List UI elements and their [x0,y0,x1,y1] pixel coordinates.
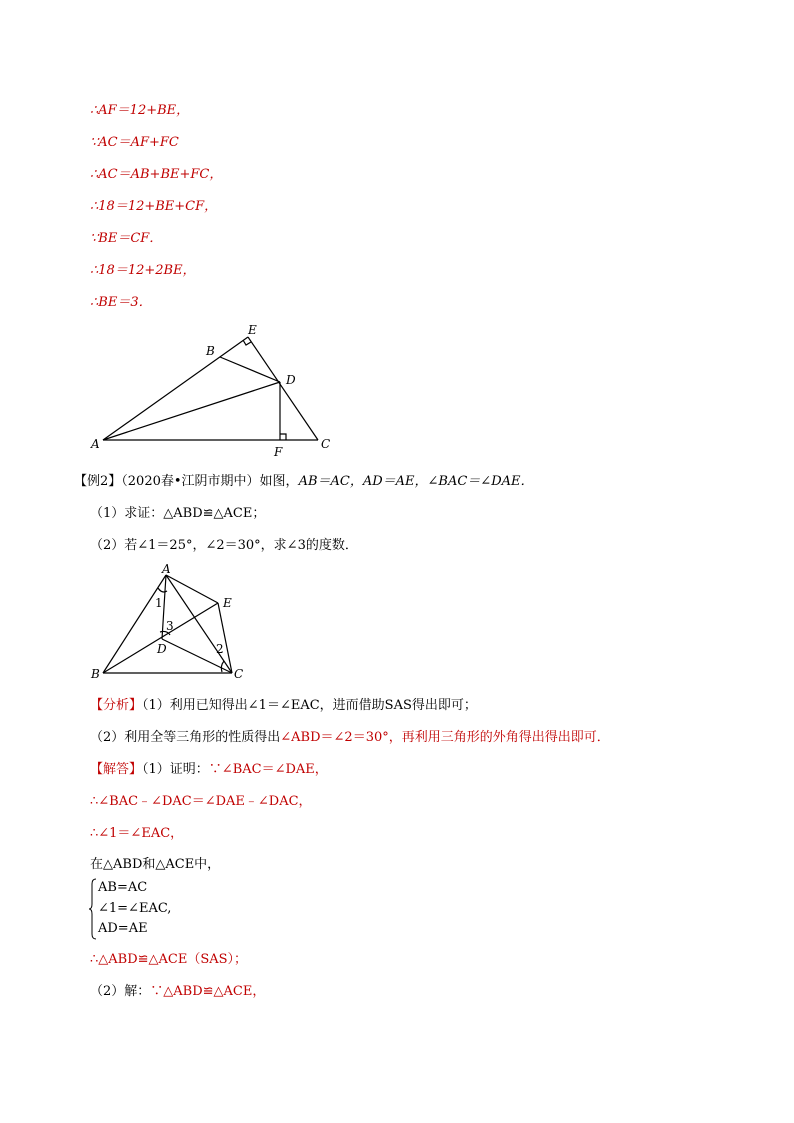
system-line-2: ∠1=∠EAC, [98,900,172,916]
solution-label: 【解答】 [90,762,143,777]
segment-AD [103,382,280,440]
solution-line-6 [90,983,265,1001]
fig2-label-A: A [162,562,171,576]
analysis-text-2b: ∠ABD＝∠2＝30°，再利用三角形的外角得出得出即可． [280,730,610,745]
example-2-heading [74,473,534,491]
equation-system [98,878,171,940]
example-source: （2020春•江阴市期中） [121,474,260,489]
fig1-label-B: B [206,344,215,358]
system-line-3: AD=AE [98,921,148,936]
analysis-label: 【分析】 [90,698,143,713]
question-1: （1）求证：△ABD≌△ACE； [90,506,266,521]
question-2: （2）若∠1＝25°，∠2＝30°，求∠3的度数． [90,538,358,553]
proof-line-7: ∴BE＝3． [90,295,152,310]
proof-line-2: ∵AC＝AF+FC [90,135,179,150]
analysis-line-1 [90,697,477,715]
right-angle-F [280,434,286,440]
proof-line-3: ∴AC＝AB+BE+FC， [90,167,223,182]
analysis-line-2 [90,729,610,747]
right-angle-E [243,340,251,345]
angle-2-arc [221,661,224,672]
fig2-angle-2: 2 [216,642,224,656]
solution-line-3: ∴∠1＝∠EAC， [90,826,184,841]
segment-AE [166,575,218,603]
segment-BE [103,603,218,673]
solution-line-2: ∴∠BAC﹣∠DAC＝∠DAE﹣∠DAC， [90,794,312,809]
fig1-label-D: D [286,373,296,387]
figure-2-triangles [0,560,794,685]
solution-line-5: ∴△ABD≌△ACE（SAS）； [90,952,248,967]
figure-1-triangle [0,0,794,470]
solution-line-4: 在△ABD和△ACE中， [90,857,221,872]
segment-AE [103,337,248,440]
segment-BD [220,357,280,382]
proof-line-4: ∴18＝12+BE+CF， [90,199,218,214]
analysis-text-1: （1）利用已知得出∠1＝∠EAC，进而借助SAS得出即可； [142,698,477,713]
solution-text-6a: （2）解： [90,984,151,999]
solution-line-1 [90,761,328,779]
fig2-label-B: B [91,667,100,681]
system-brace [88,878,98,940]
fig1-label-E: E [248,323,257,337]
proof-line-5: ∵BE＝CF． [90,231,163,246]
example-label: 【例2】 [74,474,122,489]
analysis-text-2a: （2）利用全等三角形的性质得出 [90,730,281,745]
fig1-label-C: C [321,437,331,451]
system-line-1: AB=AC [98,880,148,895]
example-intro: 如图， [259,474,299,489]
fig1-label-A: A [91,437,100,451]
example-given: AB＝AC，AD＝AE，∠BAC＝∠DAE． [298,474,534,489]
fig2-angle-3: 3 [166,619,174,633]
proof-line-6: ∴18＝12+2BE， [90,263,196,278]
solution-text-1a: （1）证明： [142,762,209,777]
solution-text-1b: ∵∠BAC＝∠DAE， [208,762,328,777]
proof-line-1: ∴AF＝12+BE， [90,103,190,118]
fig2-label-E: E [223,596,232,610]
fig2-label-C: C [234,667,244,681]
fig2-angle-1: 1 [155,596,163,610]
fig1-label-F: F [274,445,283,459]
segment-AB [103,575,166,673]
solution-text-6b: ∵△ABD≌△ACE， [150,984,266,999]
fig2-label-D: D [157,642,167,656]
